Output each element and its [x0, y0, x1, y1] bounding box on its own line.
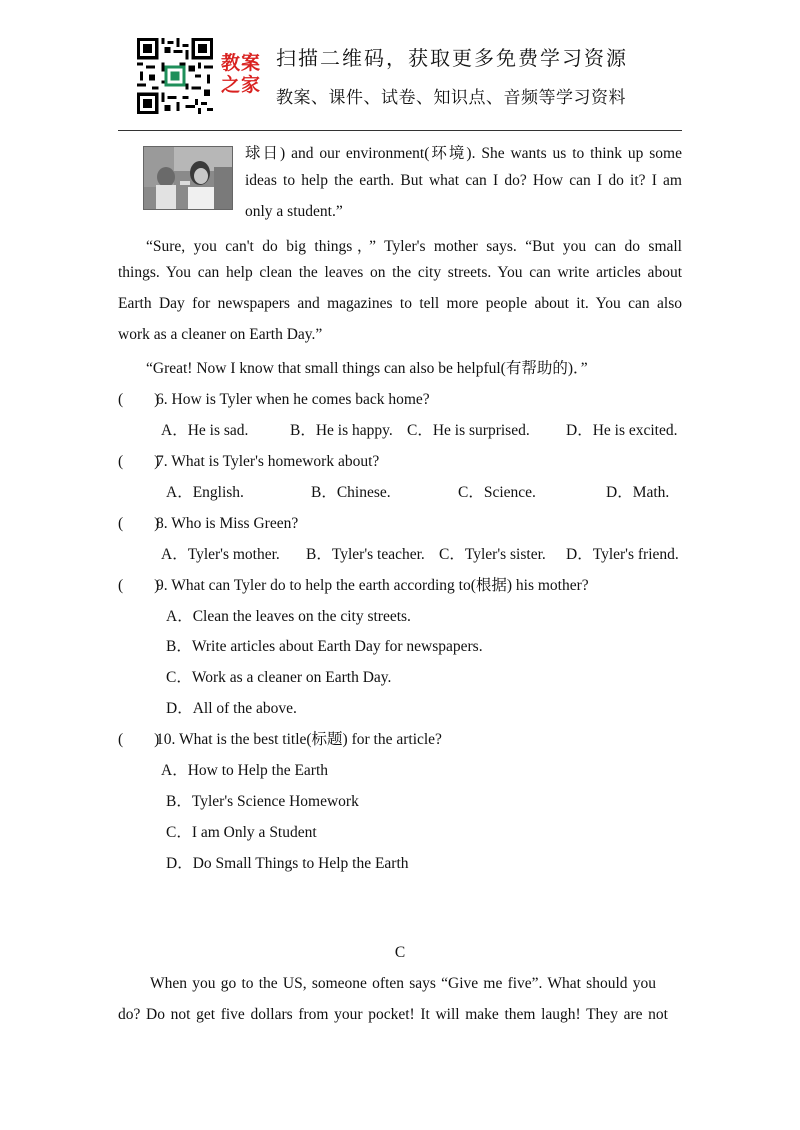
answer-bracket[interactable]: ( )	[118, 515, 160, 532]
passage-line: ideas to help the earth. But what can I do? How can I do it? I am	[245, 172, 682, 189]
option: B．Chinese.	[311, 484, 391, 501]
qr-code-image	[137, 38, 213, 114]
question-10	[118, 727, 442, 749]
option: D．Math.	[606, 484, 670, 501]
passage-line: When you go to the US, someone often says “Give me five”. What should you	[150, 975, 656, 992]
brand-logo-line1: 教案	[221, 52, 262, 74]
passage-line: things. You can help clean the leaves on the city streets. You can write articles about	[118, 264, 682, 281]
passage-line: work as a cleaner on Earth Day.”	[118, 326, 323, 343]
section-heading-c: C	[394, 944, 406, 961]
header-title: 扫描二维码，获取更多免费学习资源	[276, 46, 628, 70]
passage-line: “Sure, you can't do big things，” Tyler's mother says. “But you can do small	[146, 238, 682, 255]
option: A．Tyler's mother.	[161, 546, 280, 563]
option: D．He is excited.	[566, 422, 678, 439]
option: D．Tyler's friend.	[566, 546, 679, 563]
option: C．Science.	[458, 484, 536, 501]
passage-photo	[143, 146, 233, 210]
question-6	[118, 387, 430, 409]
question-9	[118, 573, 589, 595]
question-stem: 9. What can Tyler do to help the earth according to(根据) his mother?	[156, 577, 589, 594]
question-stem: 6. How is Tyler when he comes back home?	[156, 391, 430, 408]
option: C．He is surprised.	[407, 422, 530, 439]
answer-bracket[interactable]: ( )	[118, 731, 160, 748]
question-stem: 7. What is Tyler's homework about?	[156, 453, 380, 470]
option: B．Tyler's Science Homework	[166, 793, 359, 810]
option: D．All of the above.	[166, 700, 297, 717]
question-stem: 8. Who is Miss Green?	[156, 515, 299, 532]
question-8	[118, 511, 298, 533]
answer-bracket[interactable]: ( )	[118, 577, 160, 594]
passage-line: do? Do not get five dollars from your pocket! It will make them laugh! They are not	[118, 1006, 668, 1023]
passage-line: “Great! Now I know that small things can also be helpful(有帮助的)．”	[146, 360, 588, 377]
option: A．English.	[166, 484, 244, 501]
header-divider	[118, 130, 682, 131]
question-stem: 10. What is the best title(标题) for the article?	[156, 731, 442, 748]
option: A．How to Help the Earth	[161, 762, 329, 779]
answer-bracket[interactable]: ( )	[118, 391, 160, 408]
passage-line: 球日) and our environment(环境). She wants us to think up some	[245, 145, 682, 162]
option: B．Write articles about Earth Day for newspapers.	[166, 638, 483, 655]
passage-line: only a student.”	[245, 203, 343, 220]
brand-logo	[221, 52, 267, 96]
question-7	[118, 449, 379, 471]
option: D．Do Small Things to Help the Earth	[166, 855, 409, 872]
option: C．Tyler's sister.	[439, 546, 546, 563]
brand-logo-line2: 之家	[221, 74, 262, 96]
option: A．He is sad.	[161, 422, 249, 439]
option: C．I am Only a Student	[166, 824, 317, 841]
passage-line: Earth Day for newspapers and magazines to tell more people about it. You can also	[118, 295, 682, 312]
option: C．Work as a cleaner on Earth Day.	[166, 669, 392, 686]
option: A．Clean the leaves on the city streets.	[166, 608, 411, 625]
option: B．He is happy.	[290, 422, 393, 439]
option: B．Tyler's teacher.	[306, 546, 425, 563]
header-subtitle: 教案、课件、试卷、知识点、音频等学习资料	[276, 88, 626, 108]
answer-bracket[interactable]: ( )	[118, 453, 160, 470]
